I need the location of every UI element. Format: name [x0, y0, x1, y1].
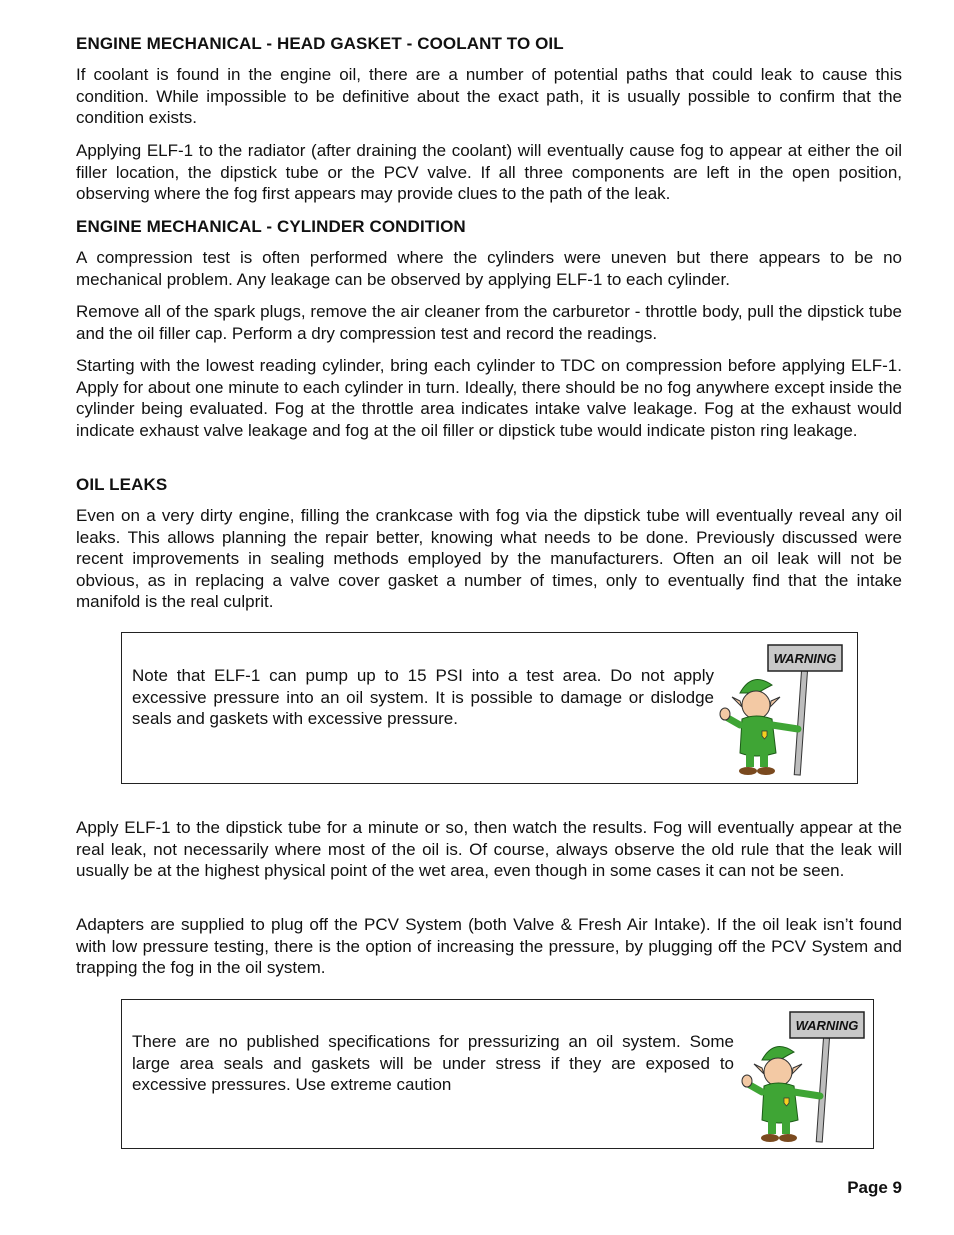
warning-sign-label: WARNING [773, 651, 837, 666]
warning-text: There are no published specifications for pressurizing an oil system. Some large area seals and gaskets will be under stress if they are exposed to excessive pressures. Use extreme caution [132, 1032, 734, 1095]
paragraph: Adapters are supplied to plug off the PCV System (both Valve & Fresh Air Intake). If the oil leak isn’t found with low pressure testing, there is the option of increasing the pressure, by plugging off the PCV System and trapping the fog in the oil system. [76, 915, 902, 978]
heading-oil-leaks: OIL LEAKS [76, 475, 168, 494]
paragraph: If coolant is found in the engine oil, there are a number of potential paths that could leak to cause this condition. While impossible to be definitive about the exact path, it is usually possible to confirm that the condition exists. [76, 65, 902, 128]
warning-sign-label: WARNING [795, 1018, 859, 1033]
paragraph: Apply ELF-1 to the dipstick tube for a minute or so, then watch the results. Fog will eventually appear at the real leak, not necessarily where most of the oil is. Of course, always observe the old rule that the leak will usually be at the highest physical point of the wet area, even though in some cases it can not be seen. [76, 818, 902, 881]
heading-head-gasket: ENGINE MECHANICAL - HEAD GASKET - COOLANT TO OIL [76, 34, 564, 53]
warning-elf-icon [718, 641, 848, 777]
warning-box [121, 632, 858, 784]
warning-text: Note that ELF-1 can pump up to 15 PSI into a test area. Do not apply excessive pressure into an oil system. It is possible to damage or dislodge seals and gaskets with excessive pressure. [132, 666, 714, 729]
paragraph: A compression test is often performed where the cylinders were uneven but there appears to be no mechanical problem. Any leakage can be observed by applying ELF-1 to each cylinder. [76, 248, 902, 289]
page-number: Page 9 [847, 1178, 902, 1197]
paragraph: Remove all of the spark plugs, remove the air cleaner from the carburetor - throttle body, pull the dipstick tube and the oil filler cap. Perform a dry compression test and record the readings. [76, 302, 902, 343]
warning-box [121, 999, 874, 1149]
warning-elf-icon [740, 1008, 870, 1144]
heading-cylinder-condition: ENGINE MECHANICAL - CYLINDER CONDITION [76, 217, 466, 236]
paragraph: Applying ELF-1 to the radiator (after draining the coolant) will eventually cause fog to appear at either the oil filler location, the dipstick tube or the PCV valve. If all three components are left in the open position, observing where the fog first appears may provide clues to the path of the leak. [76, 141, 902, 204]
paragraph: Starting with the lowest reading cylinder, bring each cylinder to TDC on compression before applying ELF-1. Apply for about one minute to each cylinder in turn. Ideally, there should be no fog anywhere except inside the cylinder being evaluated. Fog at the throttle area indicates intake valve leakage. Fog at the exhaust would indicate exhaust valve leakage and fog at the oil filler or dipstick tube would indicate piston ring leakage. [76, 356, 902, 440]
paragraph: Even on a very dirty engine, filling the crankcase with fog via the dipstick tube will eventually reveal any oil leaks. This allows planning the repair better, knowing what needs to be done. Previously discussed were recent improvements in sealing methods employed by the manufacturers. Often an oil leak will not be obvious, as in replacing a valve cover gasket a number of times, only to eventually find that the intake manifold is the real culprit. [76, 506, 902, 612]
